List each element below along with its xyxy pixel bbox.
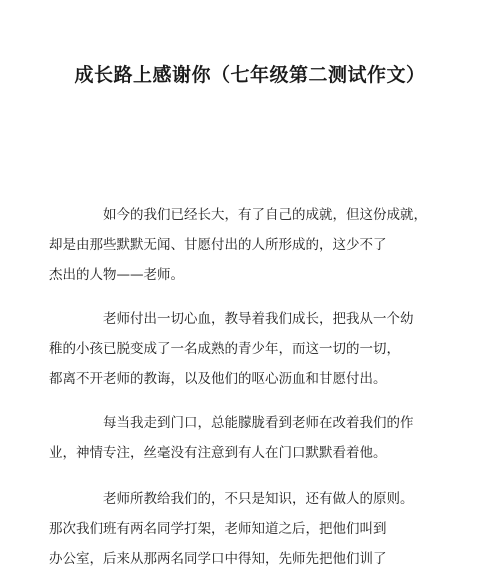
- paragraph-line: 那次我们班有两名同学打架，老师知道之后，把他们叫到: [49, 521, 387, 537]
- paragraph-line: 业，神情专注，丝毫没有注意到有人在门口默默看着他。: [49, 445, 387, 461]
- paragraph-line: 老师付出一切心血，教导着我们成长，把我从一个幼: [103, 311, 414, 327]
- paragraph-line: 每当我走到门口，总能朦胧看到老师在改着我们的作: [103, 415, 414, 431]
- paragraph-line: 老师所教给我们的，不只是知识，还有做人的原则。: [103, 491, 414, 507]
- paragraph-line: 杰出的人物——老师。: [49, 267, 184, 283]
- paragraph-1: [49, 200, 427, 290]
- paragraph-line: 办公室，后来从那两名同学口中得知，先师先把他们训了: [49, 551, 387, 566]
- paragraph-3: [49, 408, 426, 468]
- paragraph-4: [49, 484, 426, 566]
- paragraph-line: 却是由那些默默无闻、甘愿付出的人所形成的，这少不了: [49, 237, 387, 253]
- paragraph-line: 如今的我们已经长大，有了自己的成就，但这份成就，: [103, 207, 427, 223]
- paragraph-line: 都离不开老师的教诲，以及他们的呕心沥血和甘愿付出。: [49, 371, 387, 387]
- document-title: 成长路上感谢你（七年级第二测试作文）: [74, 64, 426, 86]
- paragraph-2: [49, 304, 426, 394]
- paragraph-line: 稚的小孩已脱变成了一名成熟的青少年，而这一切的一切，: [49, 341, 400, 357]
